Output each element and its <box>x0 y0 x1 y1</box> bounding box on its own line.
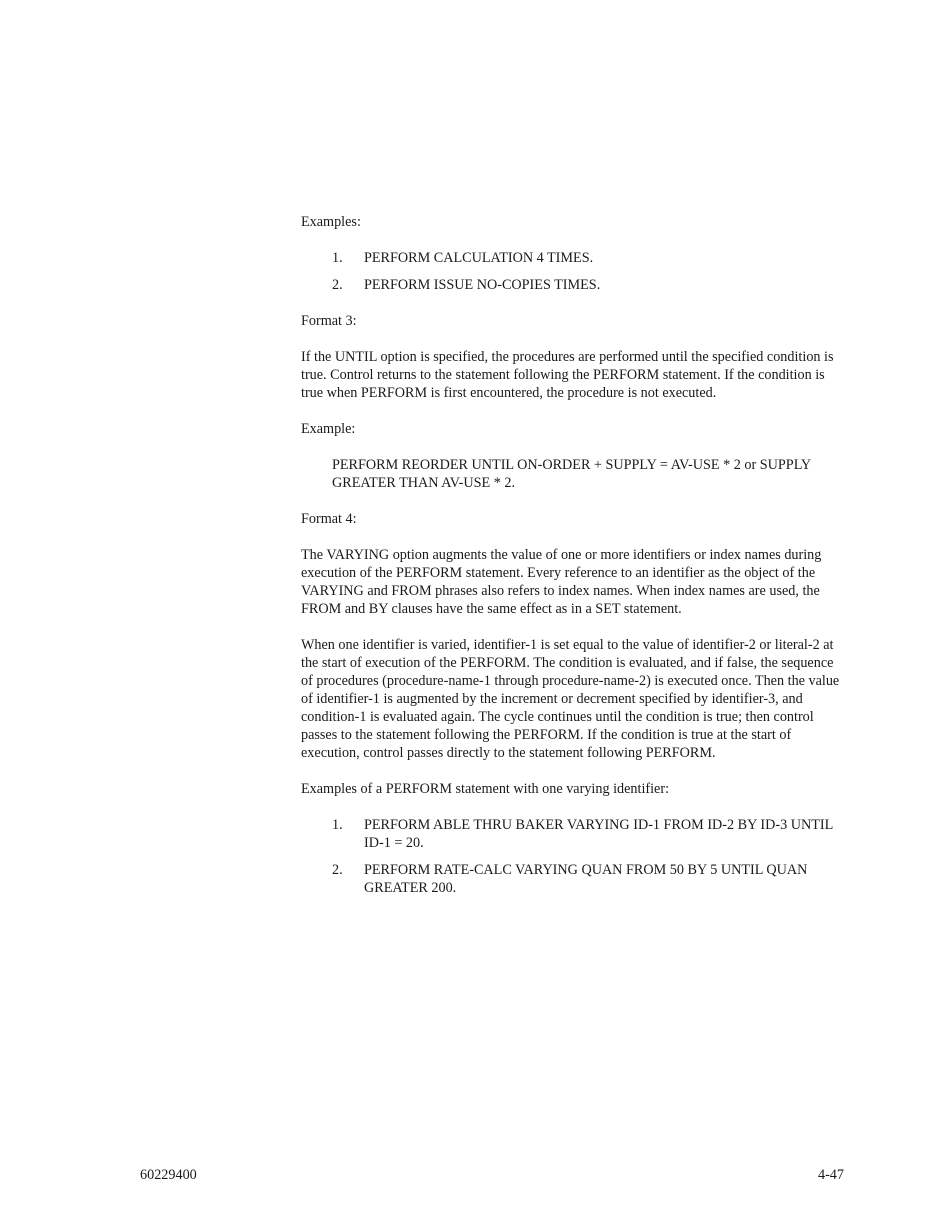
list-item-number: 2. <box>332 277 343 293</box>
list-item-text: PERFORM ISSUE NO-COPIES TIMES. <box>364 277 601 293</box>
examples-heading: Examples: <box>301 214 361 230</box>
varying-examples-heading: Examples of a PERFORM statement with one varying identifier: <box>301 781 670 797</box>
format4-paragraph-2: When one identifier is varied, identifier-1 is set equal to the value of identifier-2 or literal-2 at the start of execution of the PERFORM. The condition is evaluated, and if false, the sequence of procedures (procedure-name-1 through procedure-name-2) is executed once. Then the value of identifier-1 is augmented by the increment or decrement specified by identifier-3, and condition-1 is evaluated again. The cycle continues until the condition is true; then control passes to the statement following the PERFORM. If the condition is true at the start of execution, control passes directly to the statement following PERFORM. <box>301 637 840 761</box>
list-item-text: PERFORM RATE-CALC VARYING QUAN FROM 50 BY 5 UNTIL QUAN GREATER 200. <box>364 862 808 896</box>
footer-page-number: 4-47 <box>817 1167 844 1183</box>
format3-paragraph: If the UNTIL option is specified, the procedures are performed until the specified condition is true. Control returns to the statement following the PERFORM statement. If the condition is true when PERFORM is first encountered, the procedure is not executed. <box>301 349 834 401</box>
example-heading: Example: <box>301 421 356 437</box>
examples-list-format2 <box>301 249 841 294</box>
list-item <box>301 861 841 897</box>
page-content <box>301 213 841 915</box>
list-item <box>301 816 841 852</box>
list-item-text: PERFORM ABLE THRU BAKER VARYING ID-1 FROM ID-2 BY ID-3 UNTIL ID-1 = 20. <box>364 817 833 851</box>
list-item <box>301 249 841 267</box>
list-item-number: 1. <box>332 817 343 833</box>
list-item <box>301 276 841 294</box>
list-item-number: 1. <box>332 250 343 266</box>
footer-document-number: 60229400 <box>140 1167 197 1183</box>
format4-paragraph-1: The VARYING option augments the value of one or more identifiers or index names during execution of the PERFORM statement. Every reference to an identifier as the object of the VARYING and FROM phrases also refers to index names. When index names are used, the FROM and BY clauses have the same effect as in a SET statement. <box>301 547 822 617</box>
format3-example-code: PERFORM REORDER UNTIL ON-ORDER + SUPPLY = AV-USE * 2 or SUPPLY GREATER THAN AV-USE * 2. <box>332 457 811 491</box>
format3-heading: Format 3: <box>301 313 357 329</box>
list-item-text: PERFORM CALCULATION 4 TIMES. <box>364 250 594 266</box>
format4-heading: Format 4: <box>301 511 357 527</box>
list-item-number: 2. <box>332 862 343 878</box>
varying-examples-list <box>301 816 841 897</box>
